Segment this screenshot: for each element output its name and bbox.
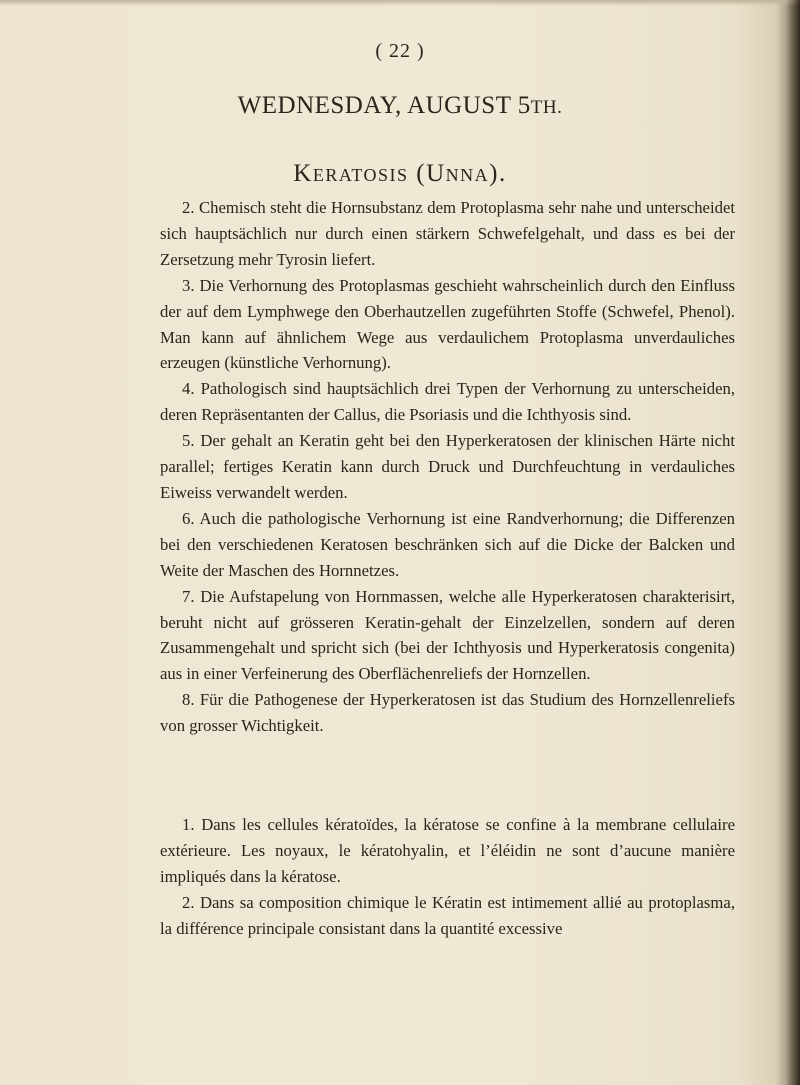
page-top-edge — [0, 0, 800, 6]
german-paragraph-5: 5. Der gehalt an Keratin geht bei den Hyperkeratosen der klinischen Härte nicht parallel; fertiges Keratin kann durch Druck und Durchfeuchtung in verdauliches Eiweiss verwandelt werden. — [160, 431, 735, 502]
section-title: Keratosis (Unna). — [293, 160, 507, 187]
german-paragraph-6: 6. Auch die pathologische Verhornung ist eine Randverhornung; die Differenzen bei den verschiedenen Keratosen beschränken sich auf die Dicke der Balcken und Weite der Maschen des Hornnetzes. — [160, 508, 735, 580]
day-heading — [0, 92, 800, 120]
day-heading-suffix: TH. — [530, 97, 563, 118]
german-paragraph-4: 4. Pathologisch sind hauptsächlich drei Typen der Verhornung zu unterscheiden, deren Repräsentanten der Callus, die Psoriasis und die Ichthyosis sind. — [160, 379, 735, 425]
french-paragraph-2: 2. Dans sa composition chimique le Kératin est intimement allié au protoplasma, la différence principale consistant dans la quantité excessive — [160, 892, 735, 938]
german-paragraph-3: 3. Die Verhornung des Protoplasmas geschieht wahrscheinlich durch den Einfluss der auf dem Lymphwege den Oberhautzellen zugeführten Stoffe (Schwefel, Phenol). Man kann auf ähnlichem Wege aus verdaulichem Protoplasma unverdauliches erzeugen (künstliche Verhornung). — [160, 275, 735, 373]
french-paragraph-1: 1. Dans les cellules kératoïdes, la kératose se confine à la membrane cellulaire extérieure. Les noyaux, le kératohyalin, et l’éléidin ne sont d’aucune manière impliqués dans la kératose. — [160, 815, 735, 886]
german-paragraph-7: 7. Die Aufstapelung von Hornmassen, welche alle Hyperkeratosen charakterisirt, beruht nicht auf grösseren Keratin-gehalt der Einzelzellen, sondern auf deren Zusammengehalt und spricht sich (bei der Ichthyosis und Hyperkeratosis congenita) aus in einer Verfeinerung des Oberflächenreliefs der Hornzellen. — [160, 586, 735, 684]
french-text-block — [160, 812, 735, 942]
german-text-block — [160, 195, 735, 739]
german-paragraph-8: 8. Für die Pathogenese der Hyperkeratosen ist das Studium des Hornzellenreliefs von grosser Wichtigkeit. — [160, 690, 735, 736]
page-number: ( 22 ) — [375, 40, 425, 62]
day-heading-main: WEDNESDAY, AUGUST 5 — [237, 92, 531, 119]
german-paragraph-2: 2. Chemisch steht die Hornsubstanz dem Protoplasma sehr nahe und unterscheidet sich hauptsächlich nur durch einen stärkern Schwefelgehalt, und dass es bei der Zersetzung mehr Tyrosin liefert. — [160, 198, 735, 269]
